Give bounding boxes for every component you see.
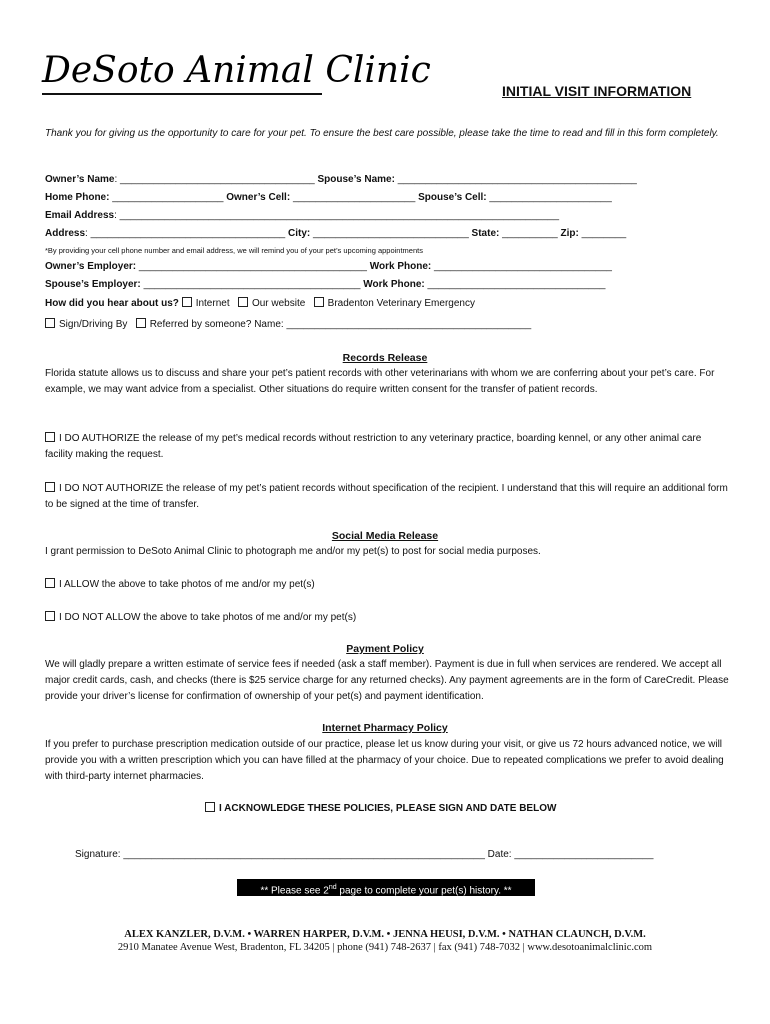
records-release-heading: Records Release	[342, 352, 428, 364]
bradenton-emergency-checkbox[interactable]	[314, 297, 324, 307]
our-website-label: Our website	[251, 298, 306, 309]
zip-label: Zip:	[560, 228, 579, 239]
not-allow-photos-checkbox[interactable]	[45, 611, 55, 621]
email-row: Email Address: _______________________________________________________________________________	[45, 210, 560, 221]
owner-cell-label: Owner’s Cell:	[226, 192, 291, 203]
phone-row	[45, 191, 612, 205]
not-authorize-text: I DO NOT AUTHORIZE the release of my pet’s patient records without specification of the recipient. I understand that this will require an additional form to be signed at the time of transfer.	[45, 483, 728, 510]
acknowledge-text: I ACKNOWLEDGE THESE POLICIES, PLEASE SIGN AND DATE BELOW	[219, 803, 557, 814]
city-label: City:	[288, 228, 311, 239]
email-field[interactable]: _______________________________________________________________________________	[119, 210, 560, 221]
banner-text-end: page to complete your pet(s) history. **	[336, 885, 512, 897]
records-release-text: Florida statute allows us to discuss and share your pet’s patient records with other veterinarians with whom we are conferring about your pet’s care. For example, we may want advice from a specialist. Other situations do require written consent for the transfer of patient records.	[45, 368, 715, 395]
home-phone-label: Home Phone:	[45, 192, 110, 203]
allow-option	[45, 577, 730, 593]
owner-spouse-row: Owner’s Name: ___________________________________ Spouse’s Name: ___________________________________________	[45, 174, 637, 185]
referred-checkbox[interactable]	[136, 318, 146, 328]
footer-doctors: ALEX KANZLER, D.V.M. • WARREN HARPER, D.V.M. • JENNA HEUSI, D.V.M. • NATHAN CLAUNCH, D.V.M.	[124, 929, 646, 940]
owner-name-label: Owner’s Name	[45, 174, 115, 185]
work-phone-2-label: Work Phone:	[363, 279, 425, 290]
not-allow-option	[45, 610, 730, 626]
hear-about-label: How did you hear about us?	[45, 298, 179, 309]
work-phone-1-field[interactable]: ________________________________	[434, 261, 612, 272]
payment-policy-heading: Payment Policy	[346, 643, 424, 655]
spouse-employer-label: Spouse’s Employer:	[45, 279, 141, 290]
signature-label: Signature:	[75, 849, 121, 860]
not-authorize-option	[45, 481, 730, 513]
pharmacy-policy-text: If you prefer to purchase prescription medication outside of our practice, please let us know during your visit, or give us 72 hours advanced notice, we will provide you with a written prescription which you can have filled at the pharmacy of your choice. Due to repeated complications we prefer to avoid dealing with third-party internet pharmacies.	[45, 739, 724, 782]
authorize-text: I DO AUTHORIZE the release of my pet’s medical records without restriction to any veterinary practice, boarding kennel, or any other animal care facility making the request.	[45, 433, 702, 460]
banner-text-start: ** Please see 2	[260, 885, 329, 897]
hear-about-row	[45, 297, 475, 311]
intro-text: Thank you for giving us the opportunity to care for your pet. To ensure the best care possible, please take the time to read and fill in this form completely.	[45, 128, 719, 139]
acknowledge-checkbox[interactable]	[205, 802, 215, 812]
referred-label: Referred by someone? Name:	[149, 319, 284, 330]
owner-employer-label: Owner’s Employer:	[45, 261, 137, 272]
acknowledge-row	[205, 802, 556, 814]
spouse-cell-label: Spouse’s Cell:	[418, 192, 487, 203]
bradenton-emergency-label: Bradenton Veterinary Emergency	[327, 298, 475, 309]
referral-row	[45, 318, 531, 332]
internet-label: Internet	[195, 298, 230, 309]
allow-photos-text: I ALLOW the above to take photos of me and/or my pet(s)	[59, 579, 315, 590]
not-authorize-checkbox[interactable]	[45, 482, 55, 492]
spouse-cell-field[interactable]: ______________________	[489, 192, 612, 203]
pharmacy-policy-heading: Internet Pharmacy Policy	[322, 722, 448, 734]
not-allow-photos-text: I DO NOT ALLOW the above to take photos of me and/or my pet(s)	[59, 612, 357, 623]
date-label: Date:	[487, 849, 512, 860]
spouse-employer-field[interactable]: _______________________________________	[143, 279, 361, 290]
reminder-note: *By providing your cell phone number and email address, we will remind you of your pet’s upcoming appointments	[45, 246, 423, 255]
state-label: State:	[471, 228, 500, 239]
social-media-heading: Social Media Release	[331, 530, 439, 542]
signature-field[interactable]: _________________________________________________________________	[123, 849, 485, 860]
spouse-name-field[interactable]: ___________________________________________	[397, 174, 637, 185]
banner-superscript: nd	[328, 884, 337, 891]
footer-contact: 2910 Manatee Avenue West, Bradenton, FL 34205 | phone (941) 748-2637 | fax (941) 748-7032 | www.desotoanimalclinic.com	[117, 942, 653, 953]
allow-photos-checkbox[interactable]	[45, 578, 55, 588]
social-media-text: I grant permission to DeSoto Animal Clinic to photograph me and/or my pet(s) to post for social media purposes.	[45, 546, 541, 557]
owner-name-field[interactable]: ___________________________________	[120, 174, 315, 185]
owner-cell-field[interactable]: ______________________	[292, 192, 416, 203]
work-phone-1-label: Work Phone:	[369, 261, 432, 272]
zip-field[interactable]: ________	[581, 228, 627, 239]
sign-driving-label: Sign/Driving By	[59, 319, 128, 330]
spouse-name-label: Spouse’s Name:	[317, 174, 395, 185]
referred-name-field[interactable]: ____________________________________________	[286, 319, 532, 330]
work-phone-2-field[interactable]: ________________________________	[427, 279, 606, 290]
payment-policy-text: We will gladly prepare a written estimate of service fees if needed (ask a staff member). Payment is due in full when services are rendered. We accept all major credit cards, cash, and checks (there is $25 service charge for any returned checks). Any payment agreements are in the form of CareCredit. Please provide your driver’s license for confirmation of ownership of your pet(s) and payment identification.	[45, 659, 729, 702]
address-label: Address	[45, 228, 86, 239]
date-field[interactable]: _________________________	[514, 849, 654, 860]
address-row: Address: ___________________________________ City: ____________________________ State: __________ Zip: ________	[45, 228, 627, 239]
authorize-option	[45, 431, 730, 463]
address-field[interactable]: ___________________________________	[90, 228, 286, 239]
clinic-logo	[40, 40, 431, 100]
signature-row	[75, 849, 653, 860]
second-page-banner	[237, 879, 535, 896]
owner-employer-field[interactable]: _________________________________________	[138, 261, 367, 272]
page-title: INITIAL VISIT INFORMATION	[502, 83, 692, 99]
email-label: Email Address	[45, 210, 115, 221]
internet-checkbox[interactable]	[182, 297, 192, 307]
logo-text: DeSoto Animal Clinic	[42, 50, 431, 91]
owner-employer-row	[45, 260, 612, 274]
home-phone-field[interactable]: ____________________	[112, 192, 224, 203]
sign-driving-checkbox[interactable]	[45, 318, 55, 328]
state-field[interactable]: __________	[502, 228, 558, 239]
spouse-employer-row	[45, 278, 605, 292]
authorize-checkbox[interactable]	[45, 432, 55, 442]
city-field[interactable]: ____________________________	[313, 228, 469, 239]
our-website-checkbox[interactable]	[238, 297, 248, 307]
